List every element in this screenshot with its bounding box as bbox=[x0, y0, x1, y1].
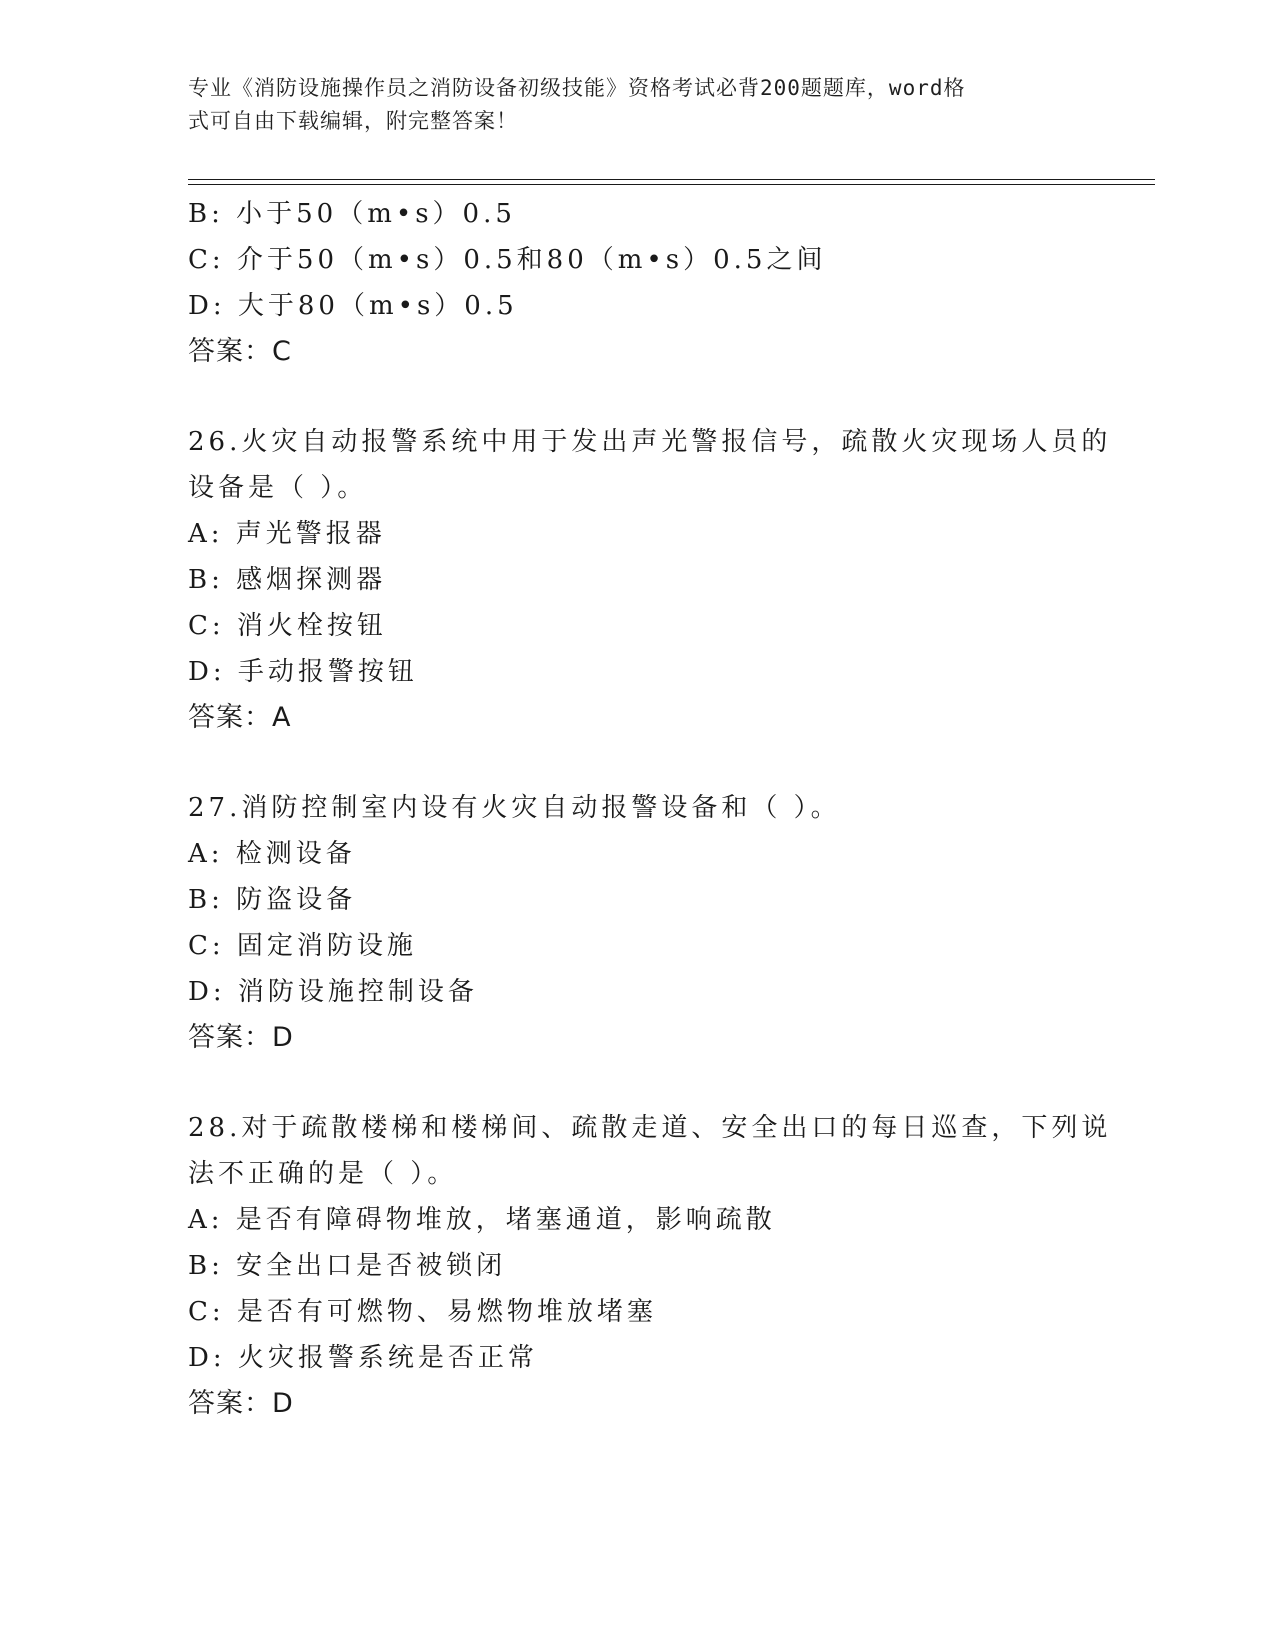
header-divider-bottom bbox=[188, 184, 1155, 185]
option-d: D: 手动报警按钮 bbox=[188, 657, 418, 687]
option-d: D: 消防设施控制设备 bbox=[188, 977, 478, 1007]
header-divider-top bbox=[188, 179, 1155, 180]
answer-line: 答案：C bbox=[188, 336, 292, 367]
option-d: D: 大于80（m•s）0.5 bbox=[188, 291, 518, 321]
option-b: B: 安全出口是否被锁闭 bbox=[188, 1251, 507, 1281]
question-stem: 26.火灾自动报警系统中用于发出声光警报信号，疏散火灾现场人员的 bbox=[188, 427, 1112, 457]
question-stem: 27.消防控制室内设有火灾自动报警设备和（ ）。 bbox=[188, 793, 841, 823]
document-header bbox=[188, 72, 1068, 138]
question-27 bbox=[188, 785, 1088, 1061]
option-b: B: 感烟探测器 bbox=[188, 565, 387, 595]
option-a: A: 是否有障碍物堆放，堵塞通道，影响疏散 bbox=[188, 1205, 776, 1235]
question-stem: 28.对于疏散楼梯和楼梯间、疏散走道、安全出口的每日巡查，下列说 bbox=[188, 1113, 1112, 1143]
option-a: A: 检测设备 bbox=[188, 839, 356, 869]
header-line-2: 式可自由下载编辑，附完整答案！ bbox=[188, 109, 518, 133]
option-d: D: 火灾报警系统是否正常 bbox=[188, 1343, 538, 1373]
option-c: C: 是否有可燃物、易燃物堆放堵塞 bbox=[188, 1297, 657, 1327]
answer-line: 答案：D bbox=[188, 1022, 294, 1053]
option-c: C: 介于50（m•s）0.5和80（m•s）0.5之间 bbox=[188, 245, 827, 275]
question-25-tail bbox=[188, 191, 1088, 375]
option-c: C: 消火栓按钮 bbox=[188, 611, 387, 641]
question-content bbox=[188, 191, 1112, 1427]
header-line-1: 专业《消防设施操作员之消防设备初级技能》资格考试必背200题题库，word格 bbox=[188, 76, 966, 100]
option-b: B: 小于50（m•s）0.5 bbox=[188, 199, 516, 229]
question-stem: 设备是（ ）。 bbox=[188, 473, 368, 503]
answer-line: 答案：A bbox=[188, 702, 292, 733]
option-a: A: 声光警报器 bbox=[188, 519, 386, 549]
option-c: C: 固定消防设施 bbox=[188, 931, 417, 961]
option-b: B: 防盗设备 bbox=[188, 885, 357, 915]
question-stem: 法不正确的是（ ）。 bbox=[188, 1159, 458, 1189]
answer-line: 答案：D bbox=[188, 1388, 294, 1419]
question-28 bbox=[188, 1105, 1112, 1427]
question-26 bbox=[188, 419, 1112, 741]
